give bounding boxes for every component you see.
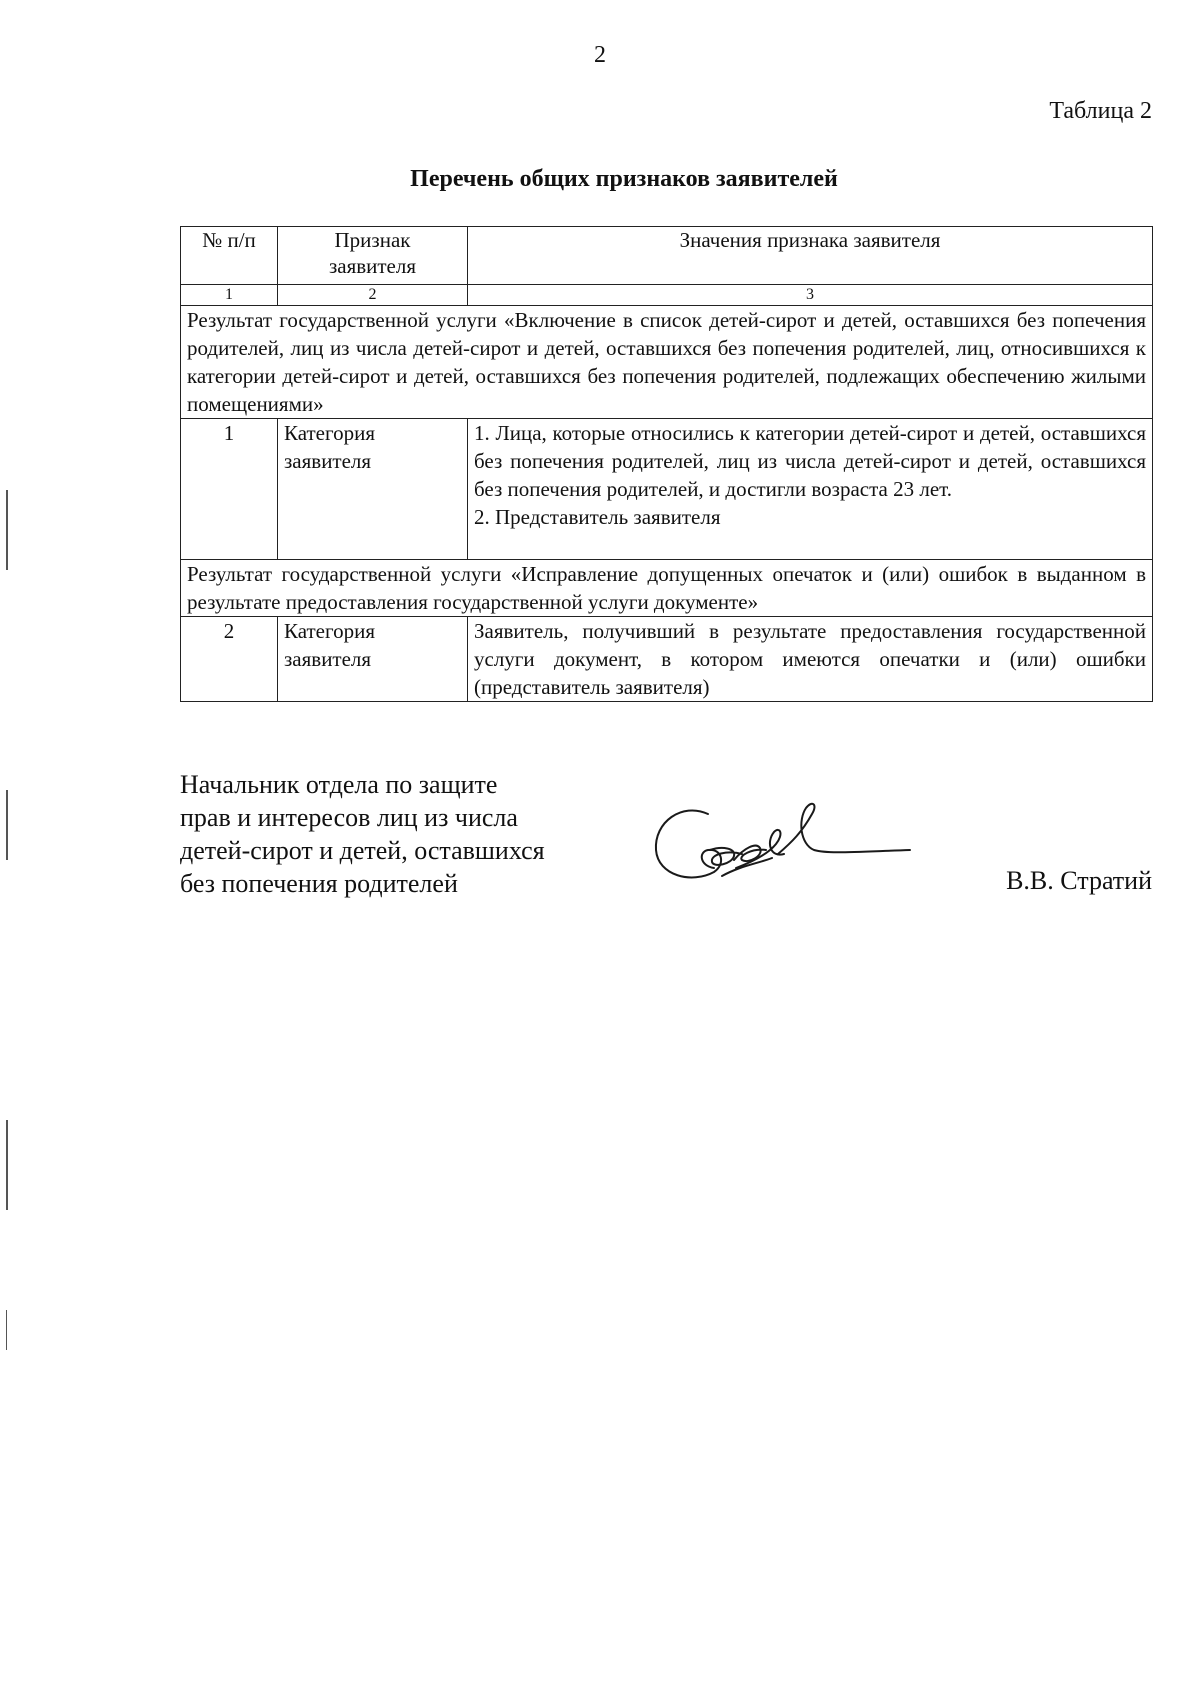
section-result-text: Результат государственной услуги «Включение в список детей-сирот и детей, оставшихся без попечения родителей, лиц из числа детей-сирот и детей, оставшихся без попечения родителей, лиц, относившихся к категории детей-сирот и детей, оставшихся без попечения родителей, подлежащих обеспечению жилыми помещениями» — [181, 306, 1153, 419]
table-header-row — [181, 227, 1153, 285]
table-label: Таблица 2 — [1049, 98, 1152, 124]
page-title: Перечень общих признаков заявителей — [410, 166, 838, 192]
row-number-cell: 2 — [181, 617, 278, 702]
signer-name: В.В. Стратий — [1006, 866, 1152, 895]
value-item: 1. Лица, которые относились к категории детей-сирот и детей, оставшихся без попечения родителей, лиц из числа детей-сирот и детей, оставшихся без попечения родителей, и достигли возраста 23 лет. — [474, 421, 1146, 501]
row-number-cell: 1 — [181, 419, 278, 560]
criterion-cell: Категория заявителя — [278, 617, 468, 702]
signer-position-line: Начальник отдела по защите — [180, 770, 498, 799]
section-header-row — [181, 306, 1153, 419]
signer-position-line: детей-сирот и детей, оставшихся — [180, 836, 545, 865]
column-number-cell: 1 — [181, 285, 278, 306]
header-cell-values: Значения признака заявителя — [468, 227, 1153, 285]
criterion-cell: Категория заявителя — [278, 419, 468, 560]
values-cell — [468, 617, 1153, 702]
section-header-row — [181, 560, 1153, 617]
column-number-row — [181, 285, 1153, 306]
value-item: Заявитель, получивший в результате предоставления государственной услуги документ, в котором имеются опечатки и (или) ошибки (представитель заявителя) — [474, 619, 1146, 699]
page-number: 2 — [594, 42, 606, 68]
table-row — [181, 419, 1153, 560]
signer-position-line: прав и интересов лиц из числа — [180, 803, 518, 832]
table-row — [181, 617, 1153, 702]
value-item: 2. Представитель заявителя — [474, 505, 721, 529]
scan-margin-mark — [6, 1310, 7, 1350]
header-cell-number: № п/п — [181, 227, 278, 285]
scan-margin-mark — [6, 490, 8, 570]
criteria-table — [180, 226, 1153, 702]
signer-position-line: без попечения родителей — [180, 869, 458, 898]
section-result-text: Результат государственной услуги «Исправление допущенных опечаток и (или) ошибок в выданном в результате предоставления государственной услуги документе» — [181, 560, 1153, 617]
signer-position — [180, 768, 545, 900]
column-number-cell: 3 — [468, 285, 1153, 306]
scan-margin-mark — [6, 790, 8, 860]
scan-margin-mark — [6, 1120, 8, 1210]
values-cell — [468, 419, 1153, 560]
handwritten-signature — [652, 792, 914, 900]
header-cell-criterion: Признак заявителя — [278, 227, 468, 285]
column-number-cell: 2 — [278, 285, 468, 306]
